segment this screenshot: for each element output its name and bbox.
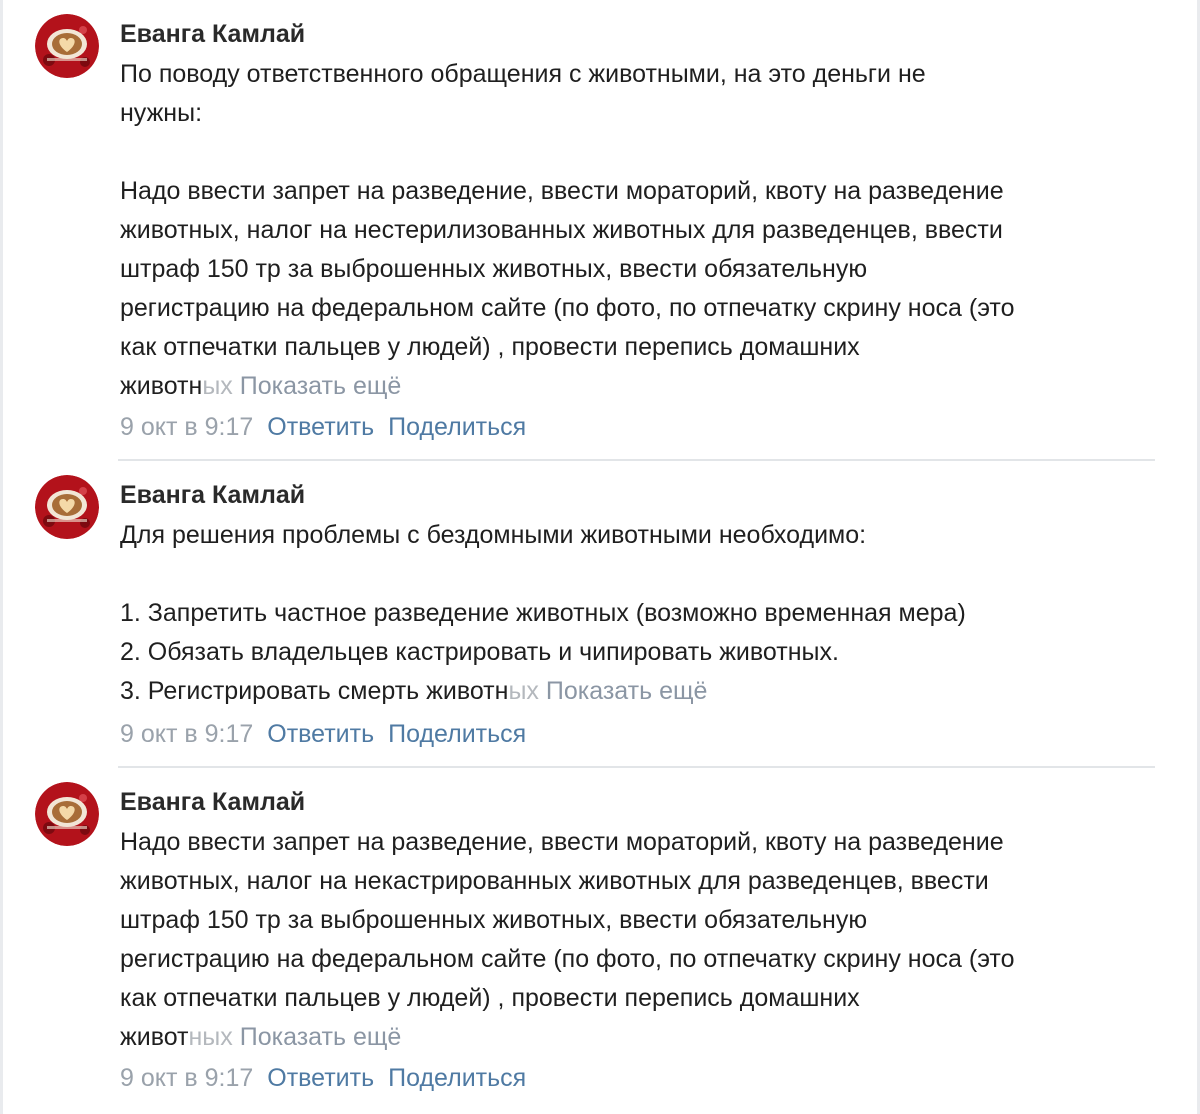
reply-link[interactable]: Ответить — [267, 720, 375, 748]
text-line: животных, налог на некастрированных животных для разведенцев, ввести — [120, 867, 989, 895]
text-line: штраф 150 тр за выброшенных животных, ввести обязательную — [120, 255, 868, 283]
avatar[interactable] — [35, 14, 99, 78]
truncated-text: живот — [120, 1023, 189, 1051]
share-link[interactable]: Поделиться — [388, 1064, 527, 1092]
text-blank-line — [120, 555, 1170, 594]
show-more-link[interactable]: Показать ещё — [239, 1023, 402, 1051]
text-line: животных, налог на нестерилизованных животных для разведенцев, ввести — [120, 216, 1003, 244]
faded-text: ных — [188, 1023, 233, 1051]
truncated-text: 3. Регистрировать смерть животн — [120, 677, 509, 705]
text-line: По поводу ответственного обращения с животными, на это деньги не — [120, 60, 926, 88]
show-more-link[interactable]: Показать ещё — [239, 372, 402, 400]
text-line-truncated — [120, 672, 1170, 711]
comment-text — [120, 823, 1170, 1057]
text-line-truncated — [120, 1018, 1170, 1057]
comment-text — [120, 55, 1170, 406]
text-line: Надо ввести запрет на разведение, ввести мораторий, квоту на разведение — [120, 828, 1004, 856]
avatar[interactable] — [35, 475, 99, 539]
comment-author[interactable]: Еванга Камлай — [120, 20, 306, 48]
share-link[interactable]: Поделиться — [388, 413, 527, 441]
share-link[interactable]: Поделиться — [388, 720, 527, 748]
text-line: как отпечатки пальцев у людей) , провести перепись домашних — [120, 333, 860, 361]
coffee-heart-avatar-icon — [35, 475, 99, 539]
faded-text: ых — [202, 372, 233, 400]
text-blank-line — [120, 133, 1170, 172]
coffee-heart-avatar-icon — [35, 782, 99, 846]
coffee-heart-avatar-icon — [35, 14, 99, 78]
comment-date[interactable]: 9 окт в 9:17 — [120, 720, 254, 748]
text-line: штраф 150 тр за выброшенных животных, ввести обязательную — [120, 906, 868, 934]
window-frame-left — [0, 0, 3, 1114]
text-line: нужны: — [120, 99, 203, 127]
text-line: как отпечатки пальцев у людей) , провести перепись домашних — [120, 984, 860, 1012]
avatar[interactable] — [35, 782, 99, 846]
comment-author[interactable]: Еванга Камлай — [120, 788, 306, 816]
comment-divider — [118, 459, 1155, 461]
comment-meta — [120, 1063, 526, 1093]
comment-divider — [118, 766, 1155, 768]
text-line: Надо ввести запрет на разведение, ввести мораторий, квоту на разведение — [120, 177, 1004, 205]
comment-text — [120, 516, 1170, 711]
comment-date[interactable]: 9 окт в 9:17 — [120, 413, 254, 441]
text-line: Для решения проблемы с бездомными животными необходимо: — [120, 521, 867, 549]
comment-date[interactable]: 9 окт в 9:17 — [120, 1064, 254, 1092]
faded-text: ых — [508, 677, 539, 705]
text-line: регистрацию на федеральном сайте (по фото, по отпечатку скрину носа (это — [120, 294, 1015, 322]
reply-link[interactable]: Ответить — [267, 413, 375, 441]
text-line: 2. Обязать владельцев кастрировать и чипировать животных. — [120, 638, 839, 666]
show-more-link[interactable]: Показать ещё — [545, 677, 708, 705]
text-line: 1. Запретить частное разведение животных (возможно временная мера) — [120, 599, 966, 627]
truncated-text: животн — [120, 372, 203, 400]
comment-meta — [120, 719, 526, 749]
text-line: регистрацию на федеральном сайте (по фото, по отпечатку скрину носа (это — [120, 945, 1015, 973]
comment-meta — [120, 412, 526, 442]
reply-link[interactable]: Ответить — [267, 1064, 375, 1092]
comment-author[interactable]: Еванга Камлай — [120, 481, 306, 509]
text-line-truncated — [120, 367, 1170, 406]
